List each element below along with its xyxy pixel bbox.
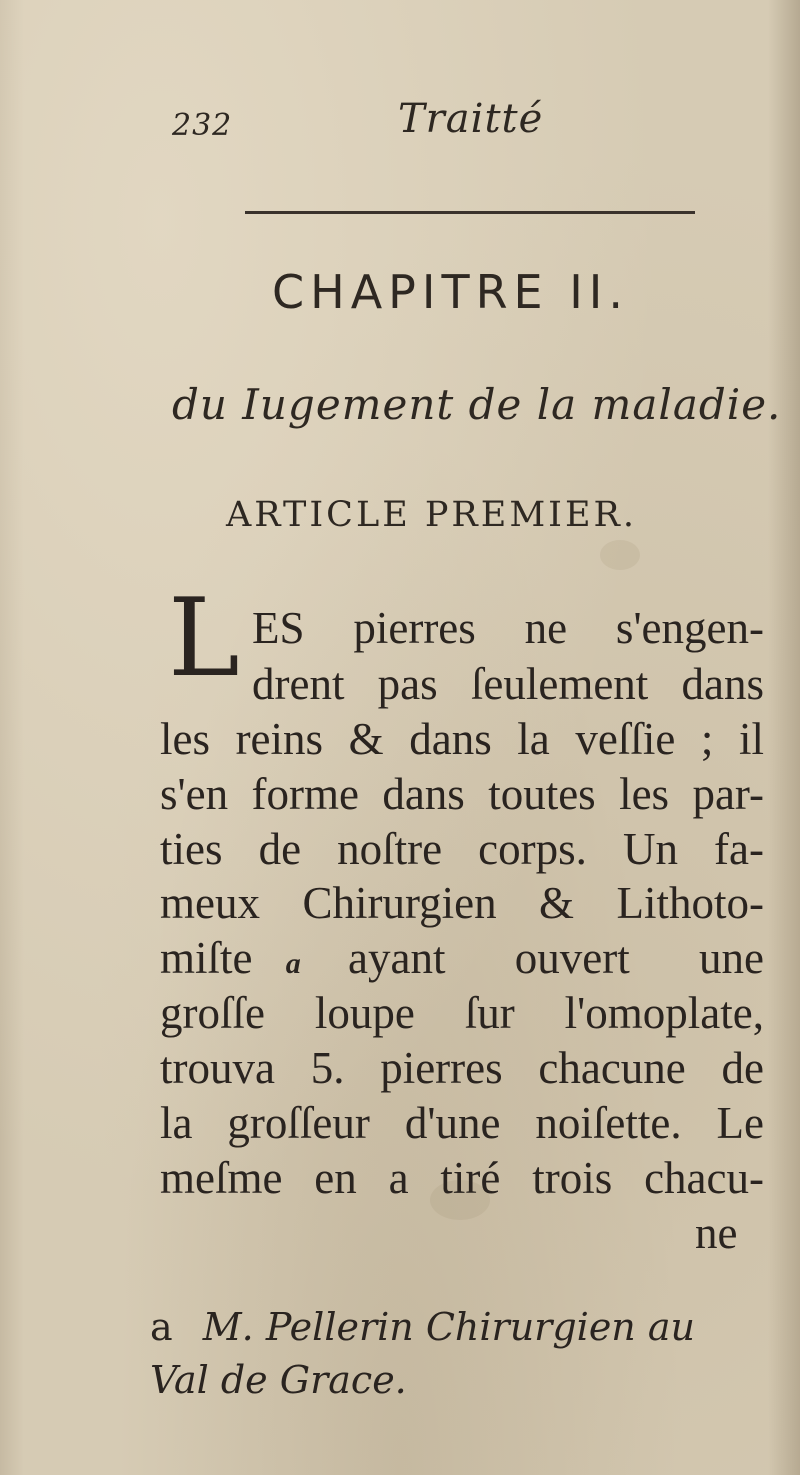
body-line: la groſſeur d'une noiſette. Le (160, 1098, 764, 1148)
body-line-start: miſte (160, 933, 253, 983)
footnote-text: M. Pellerin Chirurgien au (202, 1305, 695, 1349)
body-line: ES pierres ne s'engen- (252, 603, 764, 653)
running-title: Traitté (398, 96, 544, 142)
article-heading: ARTICLE PREMIER. (226, 495, 638, 535)
footnote-line (150, 1305, 695, 1349)
body-line: s'en forme dans toutes les par- (160, 769, 764, 819)
body-line: meſme en a tiré trois chacu- (160, 1153, 764, 1203)
body-line: ties de noſtre corps. Un fa- (160, 824, 764, 874)
body-line: les reins & dans la veſſie ; il (160, 714, 764, 764)
paper-stain (600, 540, 640, 570)
footnote-ref-marker: a (285, 947, 301, 980)
chapter-subtitle: du Iugement de la maladie. (172, 380, 782, 429)
footnote-marker: a (150, 1305, 173, 1349)
footnote-line: Val de Grace. (150, 1358, 407, 1402)
body-line: groſſe loupe ſur l'omoplate, (160, 988, 764, 1038)
drop-cap: L (168, 576, 240, 701)
body-line: ayant ouvert une (348, 933, 764, 983)
body-line: drent pas ſeulement dans (252, 659, 764, 709)
chapter-heading: CHAPITRE II. (272, 265, 629, 319)
body-line: meux Chirurgien & Lithoto- (160, 878, 764, 928)
body-line: trouva 5. pierres chacune de (160, 1043, 764, 1093)
catchword: ne (695, 1208, 738, 1258)
header-rule (245, 211, 695, 214)
page-number: 232 (172, 108, 233, 143)
body-line (160, 933, 301, 983)
